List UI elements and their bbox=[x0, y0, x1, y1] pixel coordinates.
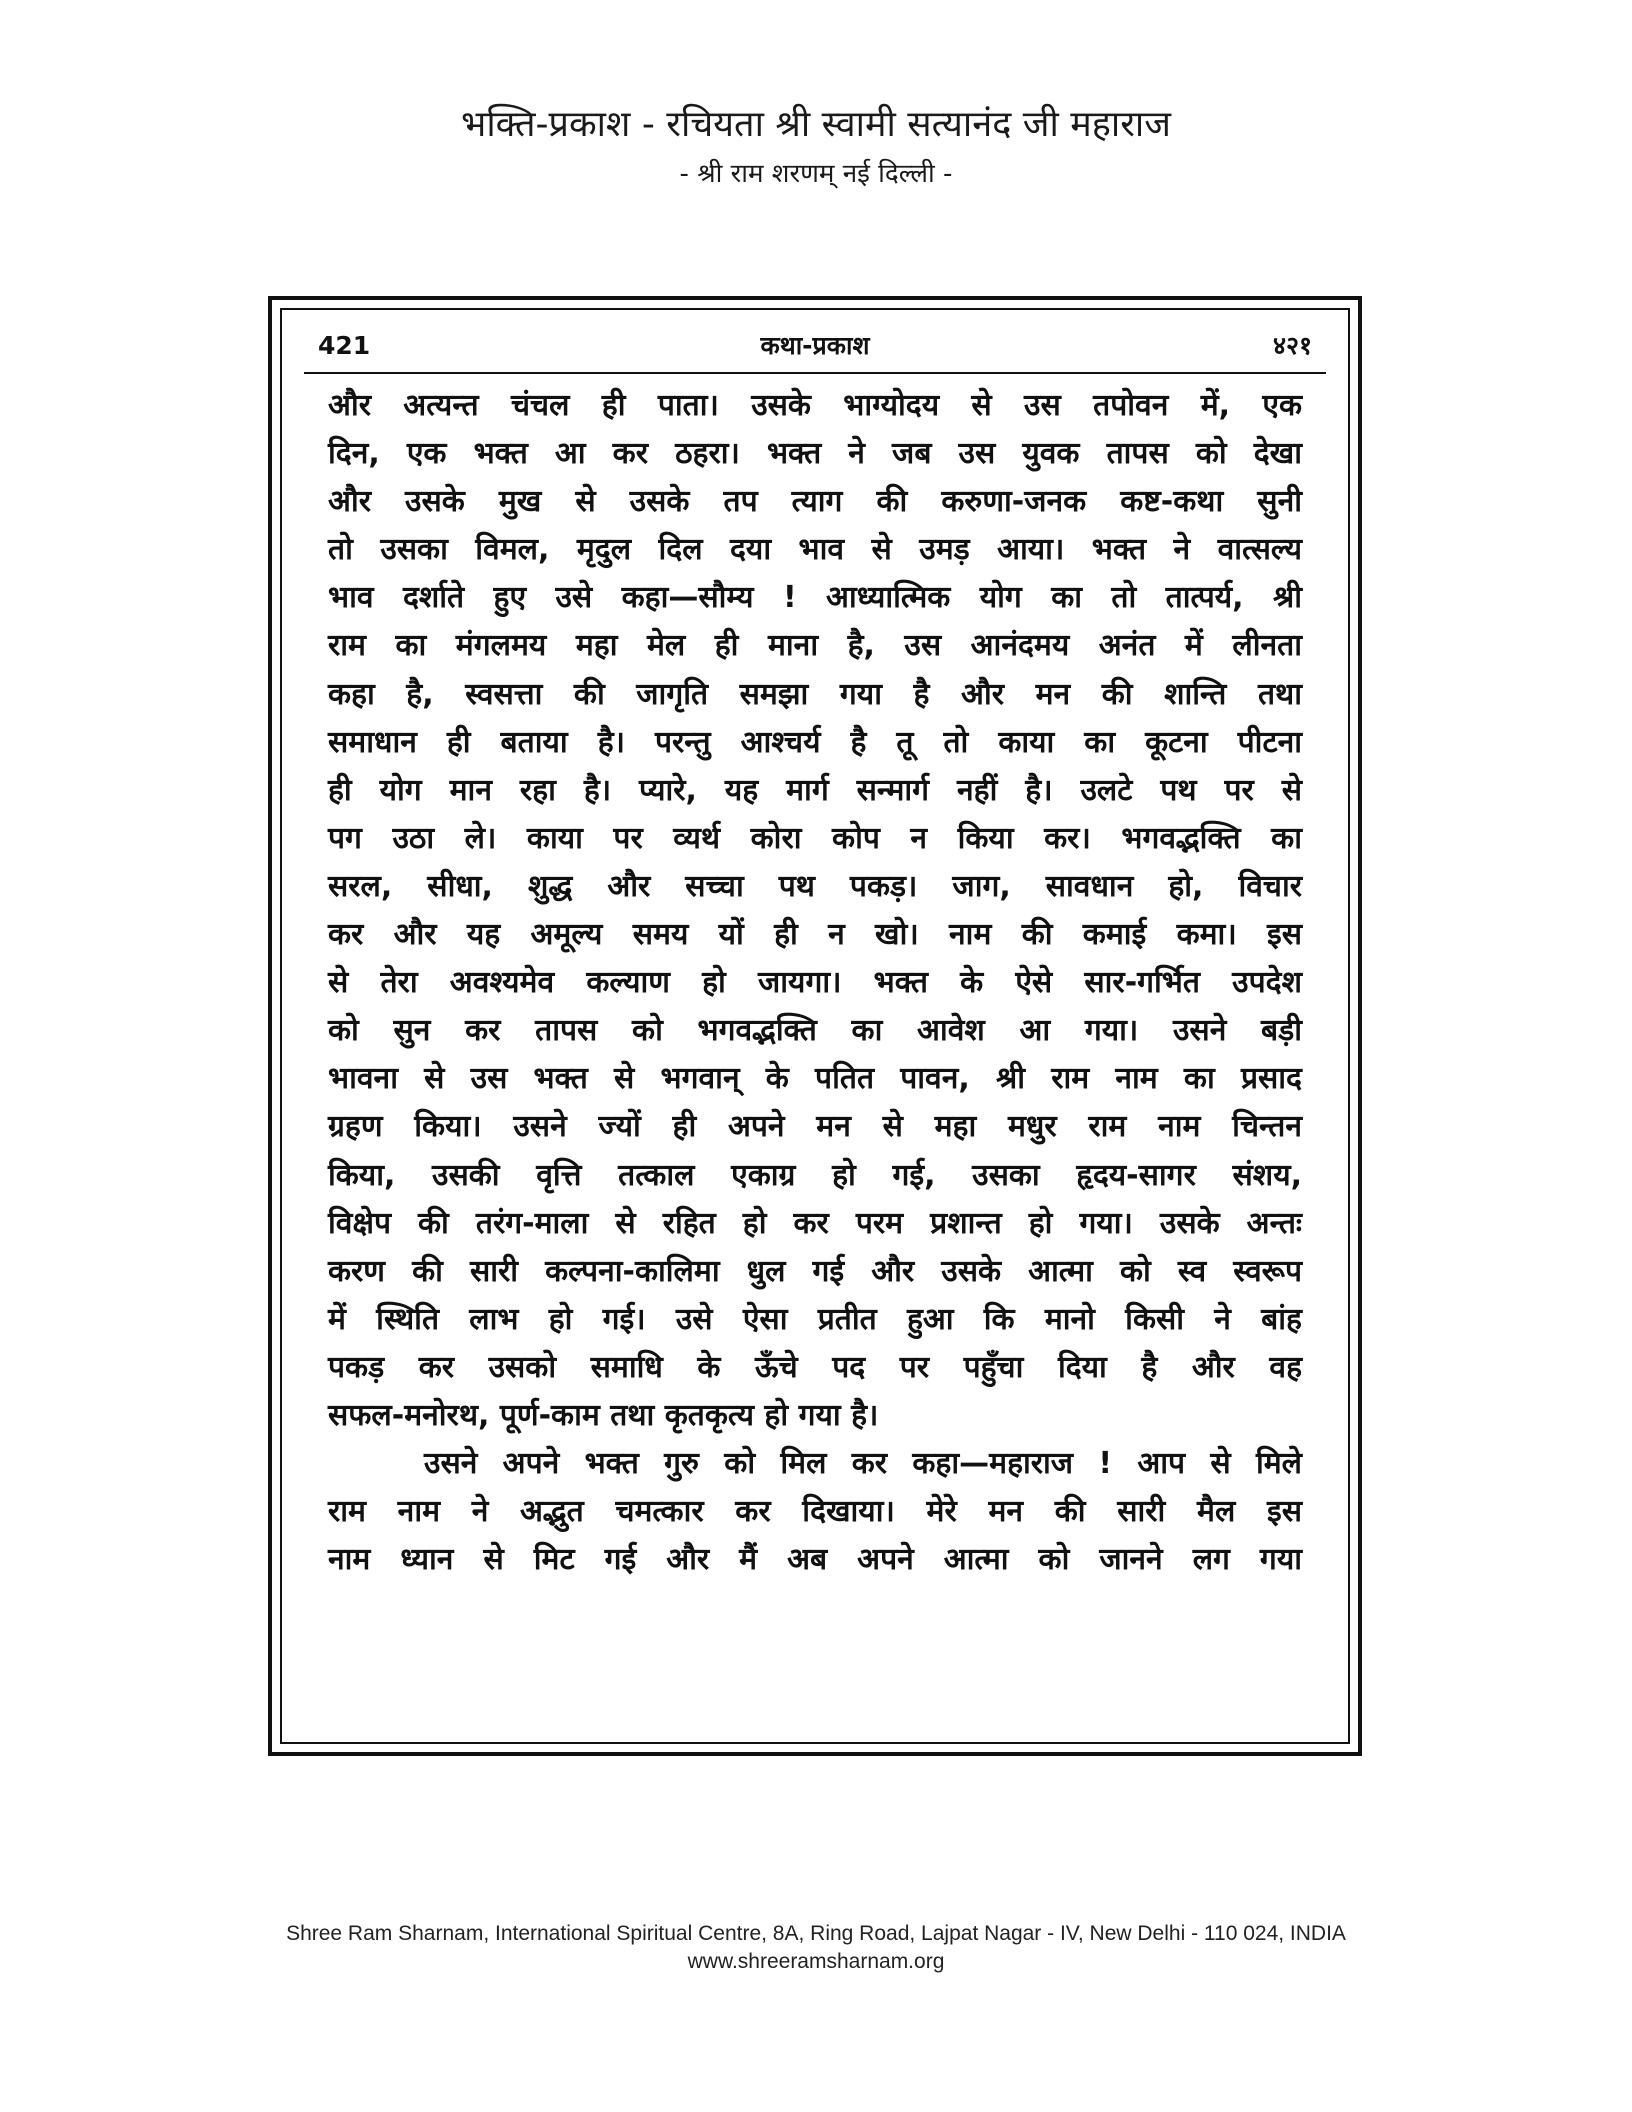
page-number-devanagari: ४२१ bbox=[1272, 331, 1312, 360]
text-line: को सुन कर तापस को भगवद्भक्ति का आवेश आ गया। उसने बड़ी bbox=[328, 1013, 1302, 1049]
text-line: कर और यह अमूल्य समय यों ही न खो। नाम की कमाई कमा। इस bbox=[328, 917, 1302, 953]
text-line: और उसके मुख से उसके तप त्याग की करुणा-जनक कष्ट-कथा सुनी bbox=[328, 484, 1302, 520]
page-frame-inner bbox=[280, 308, 1350, 1744]
text-line: सफल-मनोरथ, पूर्ण-काम तथा कृतकृत्य हो गया है। bbox=[328, 1397, 879, 1433]
page-frame-outer bbox=[268, 296, 1362, 1756]
text-line: राम नाम ने अद्भुत चमत्कार कर दिखाया। मेरे मन की सारी मैल इस bbox=[328, 1494, 1302, 1530]
text-line: राम का मंगलमय महा मेल ही माना है, उस आनंदमय अनंत में लीनता bbox=[328, 628, 1302, 664]
text-line: भावना से उस भक्त से भगवान् के पतित पावन, श्री राम नाम का प्रसाद bbox=[328, 1061, 1302, 1097]
text-line: भाव दर्शाते हुए उसे कहा—सौम्य ! आध्यात्मिक योग का तो तात्पर्य, श्री bbox=[328, 580, 1302, 616]
document-footer bbox=[0, 1920, 1632, 1976]
book-title: भक्ति-प्रकाश - रचियता श्री स्वामी सत्यानंद जी महाराज bbox=[461, 104, 1171, 145]
header-divider bbox=[304, 372, 1326, 374]
text-line: करण की सारी कल्पना-कालिमा धुल गई और उसके आत्मा को स्व स्वरूप bbox=[328, 1253, 1302, 1289]
text-line: में स्थिति लाभ हो गई। उसे ऐसा प्रतीत हुआ कि मानो किसी ने बांह bbox=[328, 1301, 1302, 1337]
text-line: ग्रहण किया। उसने ज्यों ही अपने मन से महा मधुर राम नाम चिन्तन bbox=[328, 1109, 1302, 1145]
body-text bbox=[328, 382, 1302, 1584]
text-line: से तेरा अवश्यमेव कल्याण हो जायगा। भक्त के ऐसे सार-गर्भित उपदेश bbox=[328, 965, 1302, 1001]
footer-website: www.shreeramsharnam.org bbox=[687, 1950, 945, 1973]
text-line: तो उसका विमल, मृदुल दिल दया भाव से उमड़ आया। भक्त ने वात्सल्य bbox=[328, 532, 1302, 568]
text-line: कहा है, स्वसत्ता की जागृति समझा गया है और मन की शान्ति तथा bbox=[328, 676, 1302, 712]
publisher-line: - श्री राम शरणम् नई दिल्ली - bbox=[679, 159, 953, 189]
text-line: पकड़ कर उसको समाधि के ऊँचे पद पर पहुँचा दिया है और वह bbox=[328, 1349, 1302, 1385]
text-line: उसने अपने भक्त गुरु को मिल कर कहा—महाराज ! आप से मिले bbox=[424, 1446, 1302, 1482]
running-title: कथा-प्रकाश bbox=[760, 331, 870, 360]
text-line: दिन, एक भक्त आ कर ठहरा। भक्त ने जब उस युवक तापस को देखा bbox=[328, 436, 1302, 472]
text-line: पग उठा ले। काया पर व्यर्थ कोरा कोप न किया कर। भगवद्भक्ति का bbox=[328, 820, 1302, 856]
text-line: सरल, सीधा, शुद्ध और सच्चा पथ पकड़। जाग, सावधान हो, विचार bbox=[328, 868, 1302, 904]
text-line: नाम ध्यान से मिट गई और मैं अब अपने आत्मा को जानने लग गया bbox=[328, 1542, 1302, 1578]
footer-address: Shree Ram Sharnam, International Spiritual Centre, 8A, Ring Road, Lajpat Nagar - IV, New Delhi - 110 024, INDIA bbox=[286, 1922, 1346, 1945]
text-line: विक्षेप की तरंग-माला से रहित हो कर परम प्रशान्त हो गया। उसके अन्तः bbox=[328, 1205, 1302, 1241]
page-number-latin: 421 bbox=[318, 331, 371, 360]
text-line: किया, उसकी वृत्ति तत्काल एकाग्र हो गई, उसका हृदय-सागर संशय, bbox=[328, 1157, 1302, 1193]
running-head bbox=[318, 328, 1312, 364]
text-line: समाधान ही बताया है। परन्तु आश्चर्य है तू तो काया का कूटना पीटना bbox=[328, 724, 1302, 760]
document-header bbox=[0, 100, 1632, 194]
text-line: और अत्यन्त चंचल ही पाता। उसके भाग्योदय से उस तपोवन में, एक bbox=[328, 388, 1302, 423]
text-line: ही योग मान रहा है। प्यारे, यह मार्ग सन्मार्ग नहीं है। उलटे पथ पर से bbox=[328, 772, 1302, 808]
